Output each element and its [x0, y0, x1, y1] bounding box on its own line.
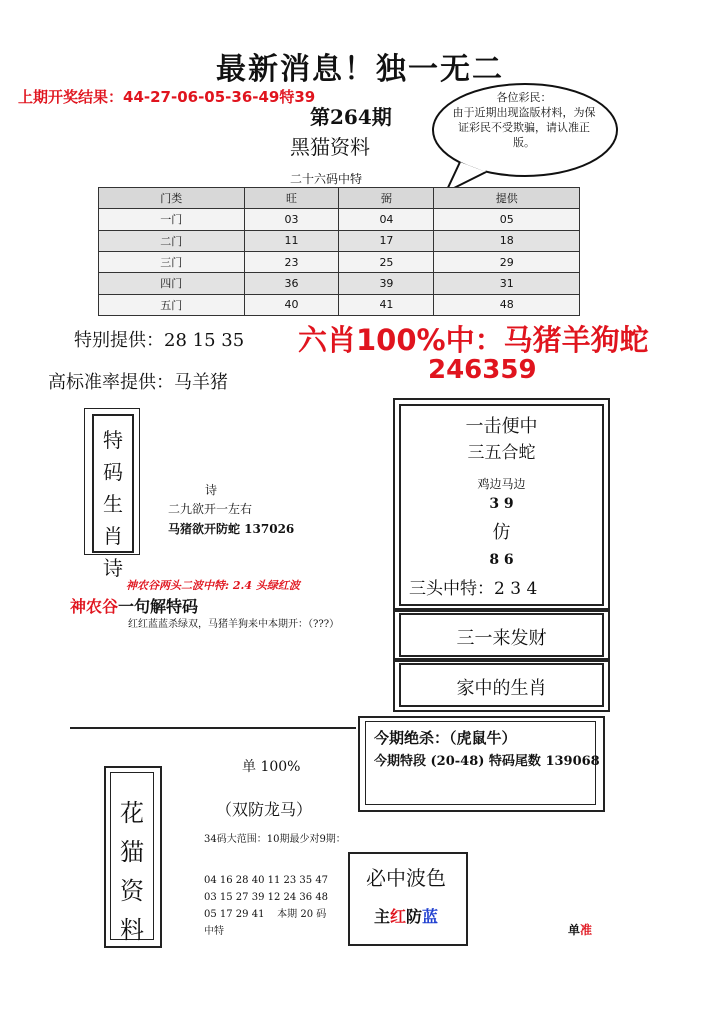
shennong-title-red: 神农谷	[70, 597, 119, 616]
bubble-line2: 由于近期出现盗版材料，为保证彩民不受欺骗，请认准正版。	[452, 106, 596, 149]
issue-subtitle: 黑猫资料	[290, 135, 370, 159]
table-cell: 39	[339, 273, 434, 294]
table-header: 提供	[434, 188, 580, 209]
divider	[70, 727, 356, 729]
poem-box-char: 肖	[103, 524, 123, 548]
bubble-text	[449, 90, 599, 150]
box3-text: 家中的生肖	[456, 678, 547, 699]
issue-number: 第264期	[310, 105, 392, 129]
number-line: 中特	[204, 926, 224, 937]
poem-title: 诗	[205, 483, 218, 497]
zhun-text: 准	[580, 923, 593, 937]
table-row	[99, 230, 580, 251]
table-row	[99, 251, 580, 272]
table-header: 弼	[339, 188, 434, 209]
range-text: 34码大范围：10期最少对9期：	[204, 834, 346, 845]
dual-guard: （双防龙马）	[216, 800, 313, 819]
table-cell: 三门	[99, 251, 245, 272]
shennong-hint: 神农谷两头二波中特: 2.4 头绿红波	[126, 579, 300, 592]
special-offer: 特别提供：28 15 35	[74, 330, 245, 351]
high-rate-offer: 高标准率提供：马羊猪	[48, 372, 228, 393]
table-title: 二十六码中特	[290, 172, 363, 186]
shennong-line: 红红蓝蓝杀绿双，马猪羊狗来中本期开：（???）	[128, 619, 340, 630]
last-result: 上期开奖结果：44-27-06-05-36-49特39	[18, 88, 316, 106]
flower-char: 料	[120, 916, 144, 944]
tip-line: 鸡边马边	[477, 477, 526, 491]
flower-char: 花	[120, 799, 144, 827]
table-cell: 36	[244, 273, 339, 294]
shennong-title	[70, 594, 198, 617]
poem-box	[92, 414, 134, 580]
bubble-line1: 各位彩民：	[496, 91, 552, 104]
tip-line: 三五合蛇	[467, 443, 536, 463]
flower-char: 猫	[120, 838, 144, 866]
table-cell: 29	[434, 251, 580, 272]
wave-fang: 防	[406, 907, 423, 926]
poem-box-char: 诗	[103, 556, 123, 580]
table-cell: 18	[434, 230, 580, 251]
wave-title: 必中波色	[366, 866, 446, 890]
poem-line: 二九欲开一左右	[168, 502, 253, 516]
kill-line: 今期特段 (20-48) 特码尾数 139068	[374, 754, 600, 769]
table-cell: 48	[434, 294, 580, 315]
table-cell: 03	[244, 209, 339, 230]
six-zodiac-numbers: 246359	[428, 355, 537, 385]
table-cell: 31	[434, 273, 580, 294]
number-list	[204, 872, 354, 940]
table-cell: 一门	[99, 209, 245, 230]
wave-blue-word: 蓝	[422, 907, 439, 926]
table-cell: 17	[339, 230, 434, 251]
table-cell: 41	[339, 294, 434, 315]
poem-box-char: 码	[103, 460, 123, 484]
table-cell: 40	[244, 294, 339, 315]
wave-red-word: 红	[389, 907, 406, 926]
table-header: 旺	[244, 188, 339, 209]
box3	[399, 663, 604, 707]
table-header: 门类	[99, 188, 245, 209]
dan-text: 单	[568, 923, 581, 937]
flower-box	[110, 772, 154, 944]
single-100: 单 100%	[242, 759, 301, 775]
data-table	[98, 187, 580, 316]
headline: 最新消息！独一无二	[216, 52, 504, 87]
table-cell: 05	[434, 209, 580, 230]
kill-line: 今期绝杀：（虎鼠牛）	[374, 729, 517, 747]
number-line: 04 16 28 40 11 23 35 47	[204, 875, 329, 886]
tip-line: 三头中特：2 3 4	[409, 579, 538, 599]
table-cell: 五门	[99, 294, 245, 315]
poem-box-char: 生	[103, 492, 123, 516]
tip-box	[399, 404, 604, 606]
box2-text: 三一来发财	[456, 628, 547, 649]
table-row	[99, 273, 580, 294]
table-cell: 23	[244, 251, 339, 272]
table-cell: 11	[244, 230, 339, 251]
tip-line: 3 9	[489, 496, 514, 512]
table-row	[99, 294, 580, 315]
wave-subtitle	[350, 904, 462, 927]
tip-line: 仿	[492, 522, 511, 543]
table-header-row	[99, 188, 580, 209]
tip-line: 8 6	[489, 552, 514, 568]
flower-char: 资	[120, 877, 144, 905]
shennong-title-black: 一句解特码	[118, 597, 199, 616]
poem-line: 马猪欲开防蛇 137026	[168, 522, 295, 536]
dan-zhun	[568, 921, 592, 938]
table-cell: 25	[339, 251, 434, 272]
tip-line: 一击便中	[465, 416, 538, 437]
poem-box-char: 特	[103, 428, 123, 452]
wave-main: 主	[373, 907, 390, 926]
table-cell: 二门	[99, 230, 245, 251]
number-line: 03 15 27 39 12 24 36 48	[204, 892, 329, 903]
table-row	[99, 209, 580, 230]
number-line: 05 17 29 41 本期 20 码	[204, 909, 327, 920]
box2	[399, 613, 604, 657]
table-cell: 04	[339, 209, 434, 230]
six-zodiac-headline: 六肖100%中：马猪羊狗蛇	[298, 323, 649, 357]
table-cell: 四门	[99, 273, 245, 294]
